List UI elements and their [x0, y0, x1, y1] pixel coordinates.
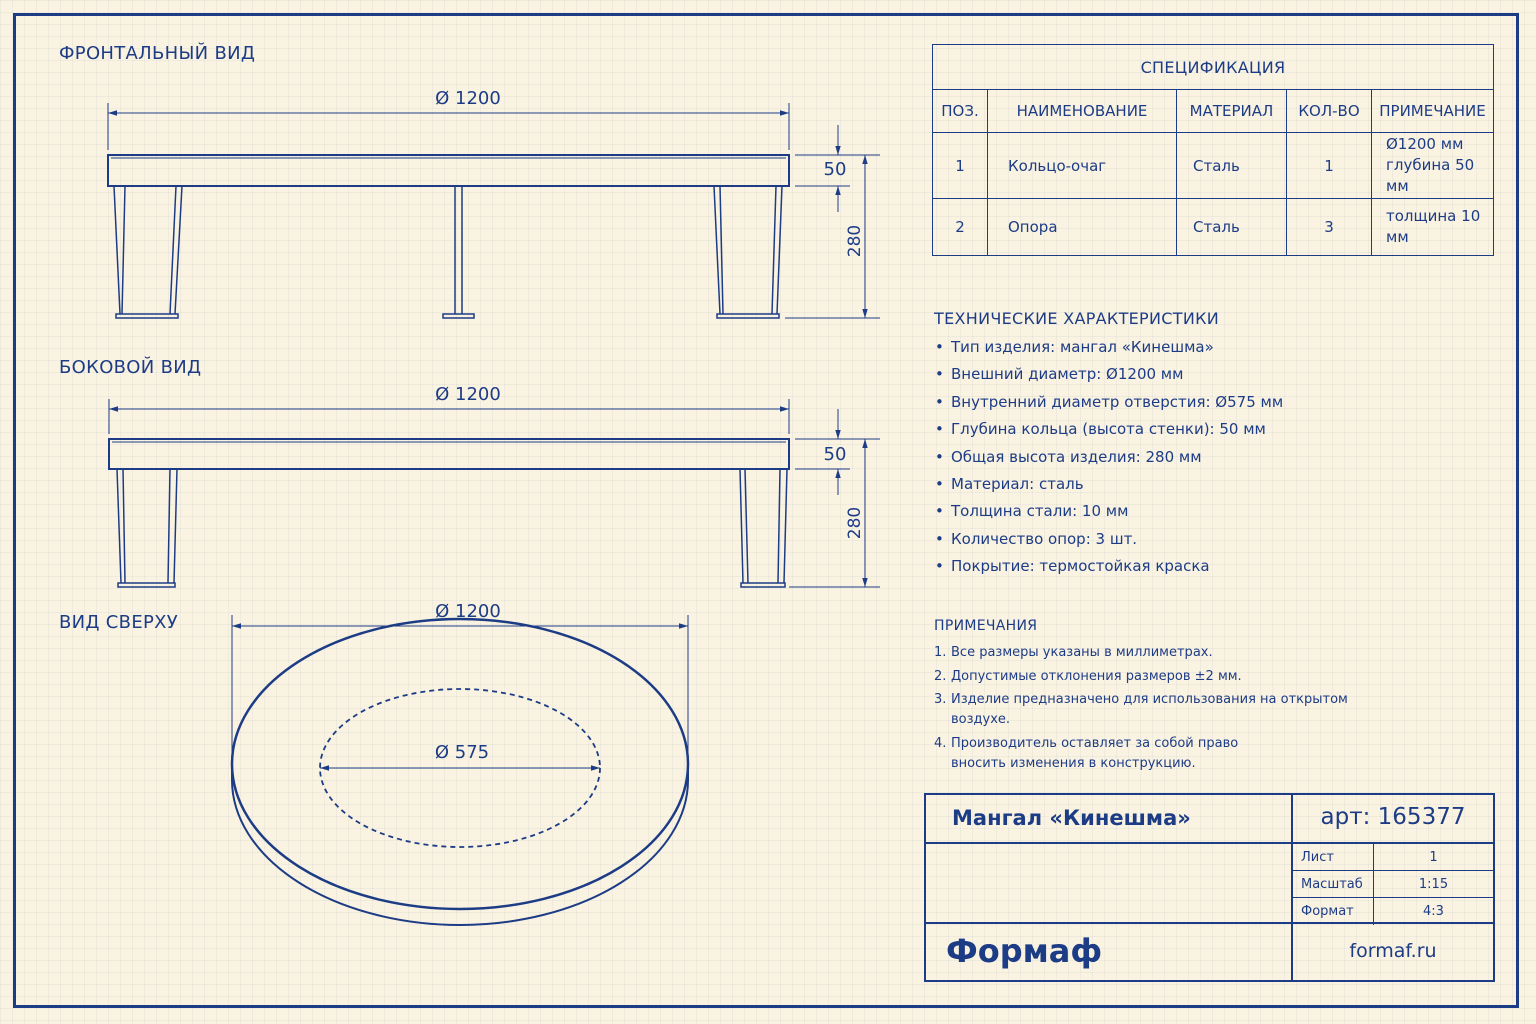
- front-center-leg: [443, 186, 474, 318]
- table-row: [1293, 898, 1493, 925]
- side-ring: [109, 439, 789, 469]
- list-item: [934, 553, 1283, 580]
- website-link: formaf.ru: [1349, 940, 1437, 962]
- list-item: [934, 690, 1404, 730]
- bullet-icon: •: [935, 392, 944, 411]
- list-item: [934, 389, 1283, 416]
- sheet-value: 1: [1374, 844, 1494, 871]
- bullet-icon: •: [935, 474, 944, 493]
- bullet-icon: •: [935, 338, 944, 356]
- list-item: [934, 643, 1404, 663]
- front-dim-heights: [785, 125, 880, 318]
- front-right-leg: [714, 186, 782, 318]
- spec-header-material: МАТЕРИАЛ: [1177, 90, 1287, 133]
- tech-item-text: Толщина стали: 10 мм: [951, 502, 1129, 521]
- side-left-leg: [117, 469, 177, 587]
- tech-list: [934, 334, 1283, 581]
- front-dim-width-label: Ø 1200: [435, 88, 501, 109]
- front-dim-total-height-label: 280: [845, 224, 865, 258]
- bullet-icon: •: [935, 365, 944, 384]
- spec-cell-note: толщина 10 мм: [1372, 199, 1494, 256]
- table-row: [933, 133, 1494, 199]
- list-item: [934, 361, 1283, 388]
- list-item: [934, 416, 1283, 443]
- spec-cell-qty: 3: [1287, 199, 1372, 256]
- tech-item-text: Общая высота изделия: 280 мм: [951, 447, 1202, 466]
- spec-cell-name: Кольцо-очаг: [988, 133, 1177, 199]
- spec-header-note: ПРИМЕЧАНИЕ: [1372, 90, 1494, 133]
- list-item: [934, 526, 1283, 553]
- spec-header-qty: КОЛ-ВО: [1287, 90, 1372, 133]
- spec-cell-note: [1372, 133, 1494, 199]
- list-item: [934, 334, 1283, 361]
- front-dim-width: [108, 103, 789, 150]
- list-item: [934, 444, 1283, 471]
- bullet-icon: •: [935, 529, 944, 548]
- tech-title: ТЕХНИЧЕСКИЕ ХАРАКТЕРИСТИКИ: [934, 309, 1220, 328]
- tech-item-text: Внешний диаметр: Ø1200 мм: [951, 365, 1184, 384]
- note-text: Допустимые отклонения размеров ±2 мм.: [951, 668, 1242, 684]
- side-view-title: БОКОВОЙ ВИД: [59, 357, 202, 378]
- list-item: [934, 498, 1283, 525]
- spec-header-name: НАИМЕНОВАНИЕ: [988, 90, 1177, 133]
- front-left-leg: [114, 186, 182, 318]
- note-number: 2.: [934, 668, 947, 684]
- tech-item-text: Материал: сталь: [951, 474, 1084, 493]
- spec-note-line: Ø1200 мм: [1386, 135, 1464, 153]
- list-item: [934, 667, 1404, 687]
- notes-list: [934, 643, 1404, 777]
- tech-item-text: Покрытие: термостойкая краска: [951, 557, 1210, 576]
- specification-table: [932, 44, 1494, 256]
- spec-cell-pos: 1: [933, 133, 988, 199]
- note-text: Производитель оставляет за собой право вносить изменения в конструкцию.: [951, 735, 1239, 771]
- front-dim-ring-height-label: 50: [823, 159, 847, 180]
- top-dim-inner-label: Ø 575: [434, 742, 490, 763]
- top-view: [232, 615, 688, 925]
- front-view-title: ФРОНТАЛЬНЫЙ ВИД: [59, 43, 256, 64]
- side-right-leg: [740, 469, 787, 587]
- note-number: 4.: [934, 735, 947, 751]
- bullet-icon: •: [935, 420, 944, 439]
- tech-item-text: Внутренний диаметр отверстия: Ø575 мм: [951, 392, 1284, 411]
- side-view: [109, 399, 880, 587]
- list-item: [934, 734, 1251, 774]
- spec-note-line: глубина 50 мм: [1386, 156, 1475, 195]
- notes-title: ПРИМЕЧАНИЯ: [934, 618, 1038, 634]
- spec-cell-qty: 1: [1287, 133, 1372, 199]
- product-name: Мангал «Кинешма»: [952, 806, 1191, 830]
- table-row: [933, 199, 1494, 256]
- table-row: [1293, 844, 1493, 871]
- side-dim-ring-height-label: 50: [823, 444, 847, 465]
- title-block: [924, 793, 1495, 982]
- tech-item-text: Количество опор: 3 шт.: [951, 529, 1138, 548]
- spec-cell-pos: 2: [933, 199, 988, 256]
- format-value: 4:3: [1423, 903, 1444, 919]
- spec-header-pos: ПОЗ.: [933, 90, 988, 133]
- front-ring: [108, 155, 789, 186]
- list-item: [934, 471, 1283, 498]
- top-dim-outer-label: Ø 1200: [435, 601, 501, 622]
- brand-logo: Формаф: [946, 932, 1103, 970]
- side-dim-width-label: Ø 1200: [435, 384, 501, 405]
- bullet-icon: •: [935, 502, 944, 521]
- note-number: 3.: [934, 692, 947, 707]
- spec-cell-name: Опора: [988, 199, 1177, 256]
- top-outer-ring: [232, 619, 688, 925]
- front-view: [108, 103, 880, 318]
- sheet-info-table: [1293, 844, 1493, 925]
- bullet-icon: •: [935, 447, 944, 466]
- format-label: Формат: [1293, 898, 1374, 925]
- scale-label: Масштаб: [1293, 871, 1374, 898]
- sheet-label: Лист: [1293, 844, 1374, 871]
- note-text: Все размеры указаны в миллиметрах.: [951, 645, 1213, 660]
- spec-cell-material: Сталь: [1177, 133, 1287, 199]
- article-number: арт: 165377: [1320, 804, 1466, 830]
- note-text: Изделие предназначено для использования на открытом воздухе.: [951, 692, 1348, 727]
- side-dim-total-height-label: 280: [845, 506, 865, 540]
- top-view-title: ВИД СВЕРХУ: [59, 612, 179, 633]
- table-row: [1293, 871, 1493, 898]
- tech-item-text: Тип изделия: мангал «Кинешма»: [951, 338, 1214, 356]
- spec-cell-material: Сталь: [1177, 199, 1287, 256]
- side-dim-heights: [789, 409, 880, 587]
- top-dim-outer: [232, 615, 688, 756]
- scale-value: 1:15: [1374, 871, 1494, 898]
- note-number: 1.: [934, 645, 947, 660]
- spec-header-row: [933, 90, 1494, 133]
- tech-item-text: Глубина кольца (высота стенки): 50 мм: [951, 420, 1266, 439]
- bullet-icon: •: [935, 557, 944, 576]
- spec-caption: СПЕЦИФИКАЦИЯ: [933, 45, 1494, 90]
